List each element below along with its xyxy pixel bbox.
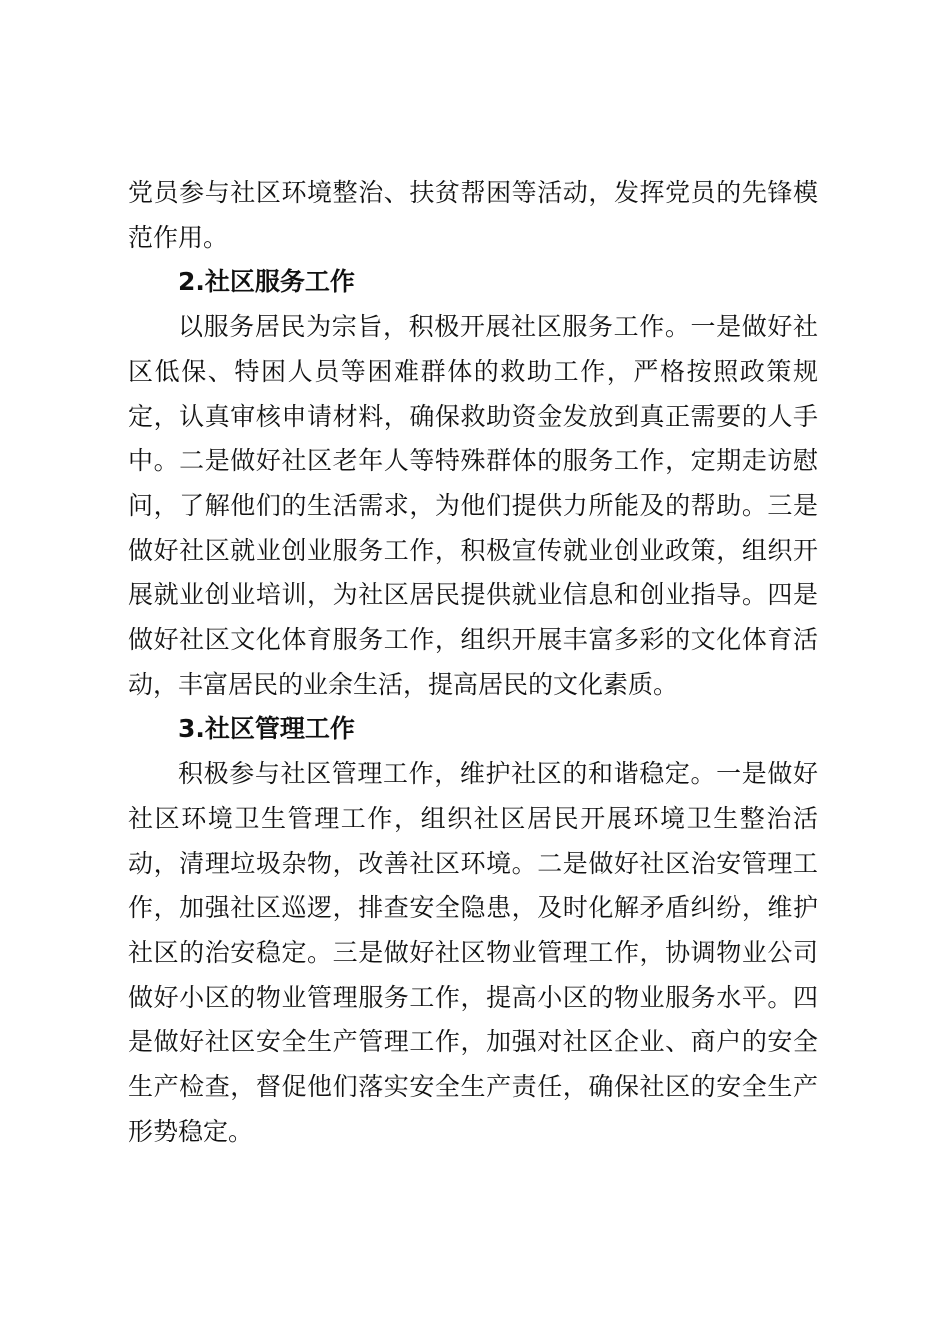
document-body <box>128 171 818 1154</box>
section-heading-community-service: 2.社区服务工作 <box>178 267 355 297</box>
section-heading-community-management: 3.社区管理工作 <box>178 714 355 744</box>
body-paragraph: 积极参与社区管理工作，维护社区的和谐稳定。一是做好社区环境卫生管理工作，组织社区居民开展环境卫生整治活动，清理垃圾杂物，改善社区环境。二是做好社区治安管理工作，加强社区巡逻，排查安全隐患，及时化解矛盾纠纷，维护社区的治安稳定。三是做好社区物业管理工作，协调物业公司做好小区的物业管理服务工作，提高小区的物业服务水平。四是做好社区安全生产管理工作，加强对社区企业、商户的安全生产检查，督促他们落实安全生产责任，确保社区的安全生产形势稳定。 <box>128 759 818 1146</box>
body-paragraph: 党员参与社区环境整治、扶贫帮困等活动，发挥党员的先锋模范作用。 <box>128 178 818 252</box>
body-paragraph: 以服务居民为宗旨，积极开展社区服务工作。一是做好社区低保、特困人员等困难群体的救助工作，严格按照政策规定，认真审核申请材料，确保救助资金发放到真正需要的人手中。二是做好社区老年人等特殊群体的服务工作，定期走访慰问，了解他们的生活需求，为他们提供力所能及的帮助。三是做好社区就业创业服务工作，积极宣传就业创业政策，组织开展就业创业培训，为社区居民提供就业信息和创业指导。四是做好社区文化体育服务工作，组织开展丰富多彩的文化体育活动，丰富居民的业余生活，提高居民的文化素质。 <box>128 312 818 699</box>
